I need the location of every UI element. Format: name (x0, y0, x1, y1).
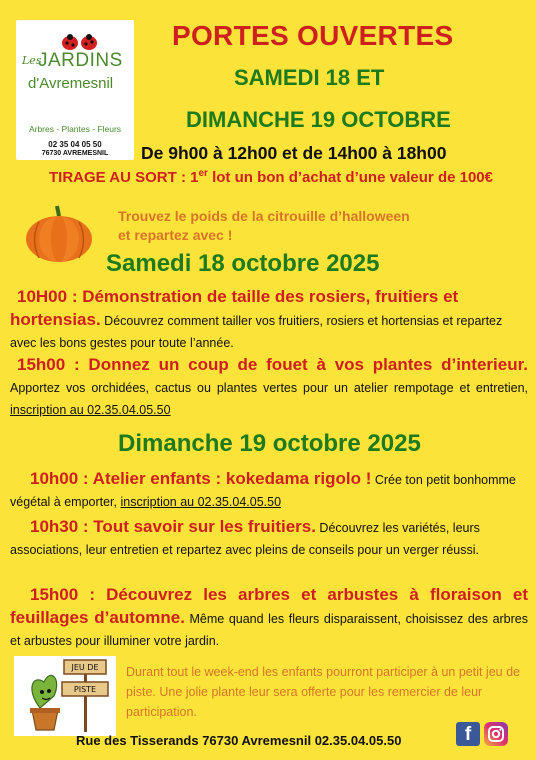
saturday-heading: Samedi 18 octobre 2025 (106, 250, 380, 277)
item-text: Découvrez comment tailler vos fruitiers, rosiers et hortensias et repartez avec les bons gestes pour toute l’année. (10, 314, 503, 350)
item-highlight: 15h00 : Donnez un coup de fouet à vos plantes d’interieur. (17, 355, 528, 374)
prize-draw-sup: er (198, 168, 208, 179)
logo-jardins: JARDINS (38, 50, 123, 71)
saturday-item-2 (10, 354, 528, 421)
sunday-item-1 (10, 468, 528, 513)
facebook-icon[interactable]: f (456, 722, 480, 746)
pumpkin-contest (118, 207, 410, 245)
item-highlight: 10H00 : Démonstration de taille des rosiers, fruitiers et hortensias. (10, 287, 459, 329)
registration-link: inscription au 02.35.04.05.50 (10, 403, 171, 417)
pumpkin-contest-line1: Trouvez le poids de la citrouille d’halloween (118, 208, 410, 224)
item-text: Même quand les fleurs disparaissent, choisissez des arbres et arbustes pour illuminer votre jardin. (10, 612, 528, 648)
instagram-glyph (484, 722, 508, 746)
item-highlight: 10h00 : Atelier enfants : kokedama rigolo ! (30, 469, 372, 488)
header-sunday: DIMANCHE 19 OCTOBRE (186, 107, 451, 132)
address-footer: Rue des Tisserands 76730 Avremesnil 02.35.04.05.50 (76, 733, 402, 748)
instagram-icon[interactable] (484, 722, 508, 746)
treasure-hunt-notice: Durant tout le week-end les enfants pourront participer à un petit jeu de piste. Une jolie plante leur sera offerte pour les remercier de leur participation. (126, 665, 520, 719)
pumpkin-icon (24, 202, 94, 264)
prize-draw-suffix: lot un bon d’achat d’une valeur de 100€ (207, 169, 493, 186)
logo-avremesnil: d'Avremesnil (28, 75, 114, 92)
item-highlight: 15h00 : Découvrez les arbres et arbustes à floraison et feuillages d’automne. (10, 585, 528, 627)
logo-tagline: Arbres - Plantes - Fleurs (28, 124, 122, 134)
item-text: Découvrez les variétés, leurs associations, leur entretien et repartez avec pleins de conseils pour un verger réussi. (10, 521, 480, 557)
item-text: Crée ton petit bonhomme végétal à emporter, (10, 473, 516, 509)
header-saturday: SAMEDI 18 ET (234, 65, 385, 90)
sunday-item-3 (10, 584, 528, 652)
sunday-heading: Dimanche 19 octobre 2025 (118, 430, 421, 457)
sign-text-2: PISTE (73, 685, 97, 694)
logo-les: Les (22, 54, 42, 67)
logo (16, 20, 134, 160)
logo-phone: 02 35 04 05 50 (48, 140, 102, 149)
prize-draw (0, 164, 536, 187)
pumpkin-contest-line2: et repartez avec ! (118, 227, 233, 243)
treasure-hunt-illustration (14, 656, 116, 736)
sign-text-1: JEU DE (71, 663, 99, 672)
saturday-item-1 (10, 286, 528, 354)
page-title: PORTES OUVERTES (172, 20, 454, 51)
item-highlight: 10h30 : Tout savoir sur les fruitiers. (30, 517, 316, 536)
sunday-item-2 (10, 516, 528, 561)
registration-link: inscription au 02.35.04.05.50 (120, 495, 282, 509)
logo-town: 76730 AVREMESNIL (41, 150, 109, 157)
item-text: Apportez vos orchidées, cactus ou plantes vertes pour un atelier rempotage et entretien, (10, 381, 528, 395)
prize-draw-prefix: TIRAGE AU SORT : 1 (49, 169, 199, 186)
opening-hours: De 9h00 à 12h00 et de 14h00 à 18h00 (141, 143, 447, 163)
